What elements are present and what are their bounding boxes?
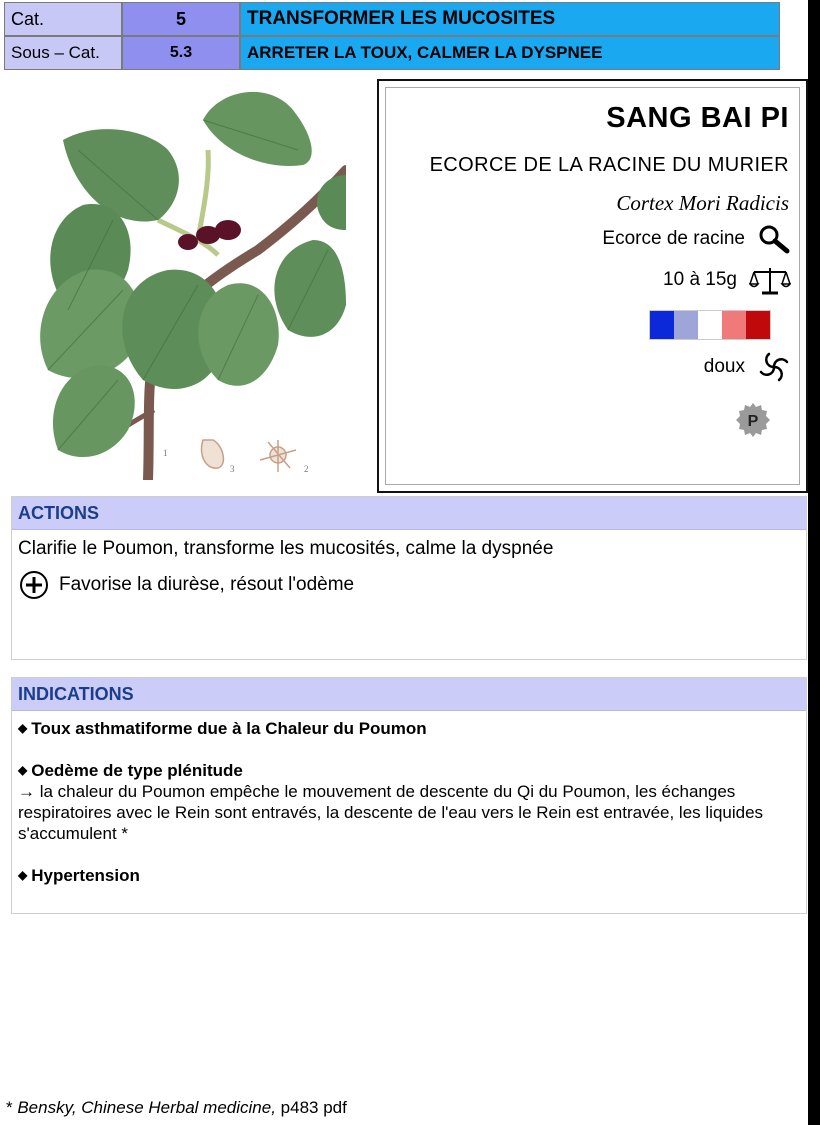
- right-edge-bar: [808, 0, 820, 1125]
- action-item-2: Favorise la diurèse, résout l'odème: [59, 574, 355, 595]
- indications-heading: INDICATIONS: [12, 678, 806, 711]
- temperature-hot-swatch: [746, 311, 770, 339]
- footnote-marker: *: [6, 1098, 18, 1117]
- herb-nature-row: [704, 350, 791, 384]
- indications-section: [11, 677, 807, 914]
- category-header: [4, 2, 780, 70]
- indication-title: Toux asthmatiforme due à la Chaleur du Poumon: [31, 719, 427, 738]
- illustration-label-1: 1: [163, 448, 168, 458]
- temperature-neutral-swatch: [698, 311, 722, 339]
- footnote: [6, 1098, 347, 1118]
- category-number: 5: [122, 2, 240, 36]
- indication-item: [18, 718, 796, 739]
- herb-french-name: ECORCE DE LA RACINE DU MURIER: [429, 154, 789, 176]
- herb-nature-text: doux: [703, 356, 745, 377]
- indication-item: [18, 865, 796, 886]
- subcategory-row: [4, 36, 780, 70]
- p-badge-icon: [735, 402, 771, 438]
- herb-part-text: Ecorce de racine: [602, 228, 745, 249]
- diamond-bullet-icon: ◆: [18, 868, 28, 882]
- footnote-page: p483 pdf: [275, 1098, 347, 1117]
- mulberry-illustration: [28, 80, 346, 480]
- indication-detail: → la chaleur du Poumon empêche le mouvement de descente du Qi du Poumon, les échanges respiratoires avec le Rein sont entravés, la descente de l'eau vers le Rein est entravée, les liquides s'accumulent *: [18, 782, 764, 843]
- temperature-scale: [649, 310, 771, 340]
- temperature-warm-swatch: [722, 311, 746, 339]
- temperature-cool-swatch: [674, 311, 698, 339]
- p-badge-letter: P: [747, 413, 759, 430]
- balance-scale-icon: [749, 264, 791, 296]
- category-label: Cat.: [4, 2, 122, 36]
- temperature-cold-swatch: [650, 311, 674, 339]
- herb-part-row: [602, 224, 791, 254]
- magnifier-icon: [757, 224, 791, 254]
- indications-list: [18, 718, 796, 907]
- diamond-bullet-icon: ◆: [18, 721, 28, 735]
- herb-id-card: [377, 79, 808, 493]
- footnote-source: Bensky, Chinese Herbal medicine,: [17, 1098, 276, 1117]
- illustration-label-2: 2: [304, 464, 309, 474]
- subcategory-number: 5.3: [122, 36, 240, 70]
- herb-pinyin-name: SANG BAI PI: [606, 102, 789, 134]
- herb-latin-name: Cortex Mori Radicis: [616, 191, 789, 215]
- diamond-bullet-icon: ◆: [18, 763, 28, 777]
- spiral-icon: [757, 350, 791, 384]
- herb-dose-row: [663, 264, 791, 296]
- category-row: [4, 2, 780, 36]
- action-item-2-row: [19, 570, 354, 600]
- plus-circle-icon: [19, 570, 49, 600]
- herb-dose-text: 10 à 15g: [663, 269, 737, 290]
- indication-item: [18, 760, 796, 844]
- actions-section: [11, 496, 807, 660]
- subcategory-title: ARRETER LA TOUX, CALMER LA DYSPNEE: [240, 36, 780, 70]
- subcategory-label: Sous – Cat.: [4, 36, 122, 70]
- action-item-1: Clarifie le Poumon, transforme les mucosités, calme la dyspnée: [18, 538, 554, 559]
- actions-heading: ACTIONS: [12, 497, 806, 530]
- illustration-label-3: 3: [230, 464, 235, 474]
- indication-title: Hypertension: [31, 866, 140, 885]
- herb-id-card-inner: [385, 87, 800, 485]
- indication-title: Oedème de type plénitude: [31, 761, 243, 780]
- category-title: TRANSFORMER LES MUCOSITES: [240, 2, 780, 36]
